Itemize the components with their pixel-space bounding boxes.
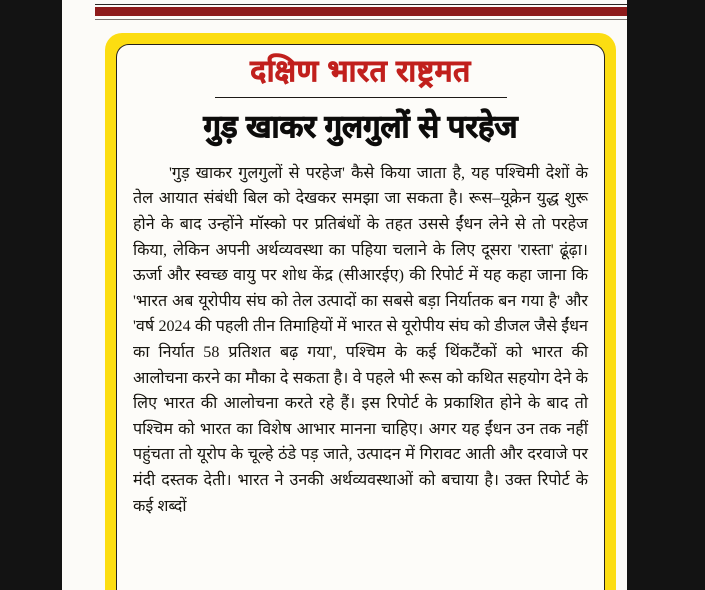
article-body-text: 'गुड़ खाकर गुलगुलों से परहेज' कैसे किया जाता है, यह पश्चिमी देशों के तेल आयात संबंधी बिल को देखकर समझा जा सकता है। रूस–यूक्रेन युद्ध शुरू होने के बाद उन्होंने मॉस्को पर प्रतिबंधों के तहत उससे ईंधन लेने से तो परहेज किया, लेकिन अपनी अर्थव्यवस्था का पहिया चलाने के लिए दूसरा 'रास्ता' ढूंढ़ा। ऊर्जा और स्वच्छ वायु पर शोध केंद्र (सीआरईए) की रिपोर्ट में यह कहा जाना कि 'भारत अब यूरोपीय संघ को तेल उत्पादों का सबसे बड़ा निर्यातक बन गया है' और 'वर्ष 2024 की पहली तीन तिमाहियों में भारत से यूरोपीय संघ को डीजल जैसे ईंधन का निर्यात 58 प्रतिशत बढ़ गया', पश्चिम के कई थिंकटैंकों को भारत की आलोचना करने का मौका दे सकता है। वे पहले भी रूस को कथित सहयोग देने के लिए भारत की आलोचना करते रहे हैं। इस रिपोर्ट के प्रकाशित होने के बाद तो पश्चिम को भारत का विशेष आभार मानना चाहिए। अगर यह ईंधन उन तक नहीं पहुंचता तो यूरोप के चूल्हे ठंडे पड़ जाते, उत्पादन में गिरावट आती और दरवाजे पर मंदी दस्तक देती। भारत ने उनकी अर्थव्यवस्थाओं को बचाया है। उक्त रिपोर्ट के कई शब्दों — [133, 164, 588, 515]
paper-sheet — [62, 0, 627, 590]
masthead-divider — [215, 97, 507, 99]
article-headline: गुड़ खाकर गुलगुलों से परहेज — [203, 109, 518, 145]
top-rule-group — [95, 4, 627, 20]
bottom-hairline-rule — [95, 19, 627, 20]
masthead — [117, 45, 604, 98]
top-red-bar — [95, 7, 627, 16]
masthead-title: दक्षिण भारत राष्ट्रमत — [250, 55, 471, 88]
scan-gutter-left — [0, 0, 62, 590]
scan-gutter-right — [627, 0, 705, 590]
article-card — [116, 44, 605, 590]
yellow-article-frame — [105, 33, 616, 590]
